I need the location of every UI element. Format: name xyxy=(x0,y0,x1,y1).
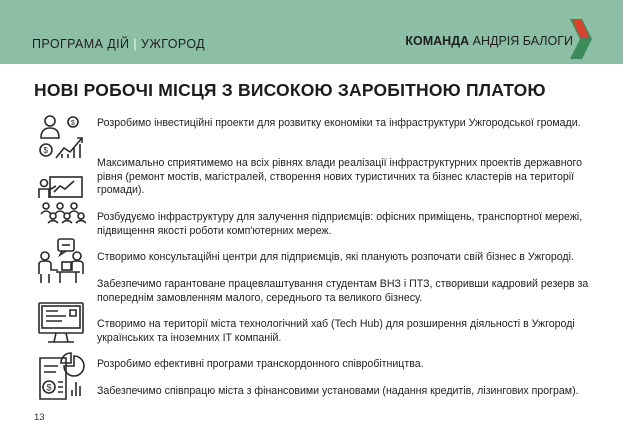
svg-text:$: $ xyxy=(46,382,52,393)
header-band xyxy=(0,0,623,64)
svg-text:$: $ xyxy=(71,120,75,127)
paragraph-crossborder: Розробимо ефективні програми транскордонного співробітництва. xyxy=(97,358,424,370)
paragraph-financial-cooperation: Забезпечимо співпрацю міста з фінансовими установами (надання кредитів, лізингових програм). xyxy=(97,385,579,397)
page-number: 13 xyxy=(34,412,45,423)
presentation-audience-icon xyxy=(36,174,86,224)
page-title: НОВІ РОБОЧІ МІСЦЯ З ВИСОКОЮ ЗАРОБІТНОЮ ПЛАТОЮ xyxy=(34,80,546,100)
program-label xyxy=(32,37,205,51)
city-name: УЖГОРОД xyxy=(140,37,206,51)
paragraph-infrastructure-projects: Максимально сприятимемо на всіх рівнях влади реалізації інфраструктурних проектів державного рівня (ремонт мостів, магістралей, створення нових туристичних та бізнес кластерів на території громади). xyxy=(97,157,583,196)
consultation-desk-icon xyxy=(36,236,86,286)
paragraph-consulting-centers: Створимо консультаційні центри для підприємців, які планують розпочати свій бізнес в Ужгороді. xyxy=(97,251,574,263)
paragraph-entrepreneur-infrastructure: Розбудуємо інфраструктуру для залучення підприємців: офісних приміщень, транспортної мережі, підвищення якості роботи комп'ютерних мереж. xyxy=(97,211,583,237)
team-label xyxy=(405,34,573,48)
team-word: КОМАНДА xyxy=(405,34,470,48)
paragraph-tech-hub: Створимо на території міста технологічний хаб (Tech Hub) для розширення діяльності в Ужгороді українських та іноземних IT компаній. xyxy=(97,318,575,344)
leader-name: АНДРІЯ БАЛОГИ xyxy=(472,34,573,48)
svg-text:$: $ xyxy=(43,146,48,155)
computer-monitor-icon xyxy=(36,298,86,348)
paragraph-investment: Розробимо інвестиційні проекти для розвитку економіки та інфраструктури Ужгородської громади. xyxy=(97,117,581,129)
program-name: ПРОГРАМА ДІЙ xyxy=(32,37,130,51)
investor-growth-icon xyxy=(36,112,86,162)
finance-chart-icon xyxy=(36,352,86,402)
header-separator: | xyxy=(133,37,137,51)
flag-logo-icon xyxy=(570,19,592,59)
paragraph-student-employment: Забезпечимо гарантоване працевлаштування студентам ВНЗ і ПТЗ, створивши кадровий резерв за попереднім замовленням малого, середнього та великого бізнесу. xyxy=(97,278,589,304)
